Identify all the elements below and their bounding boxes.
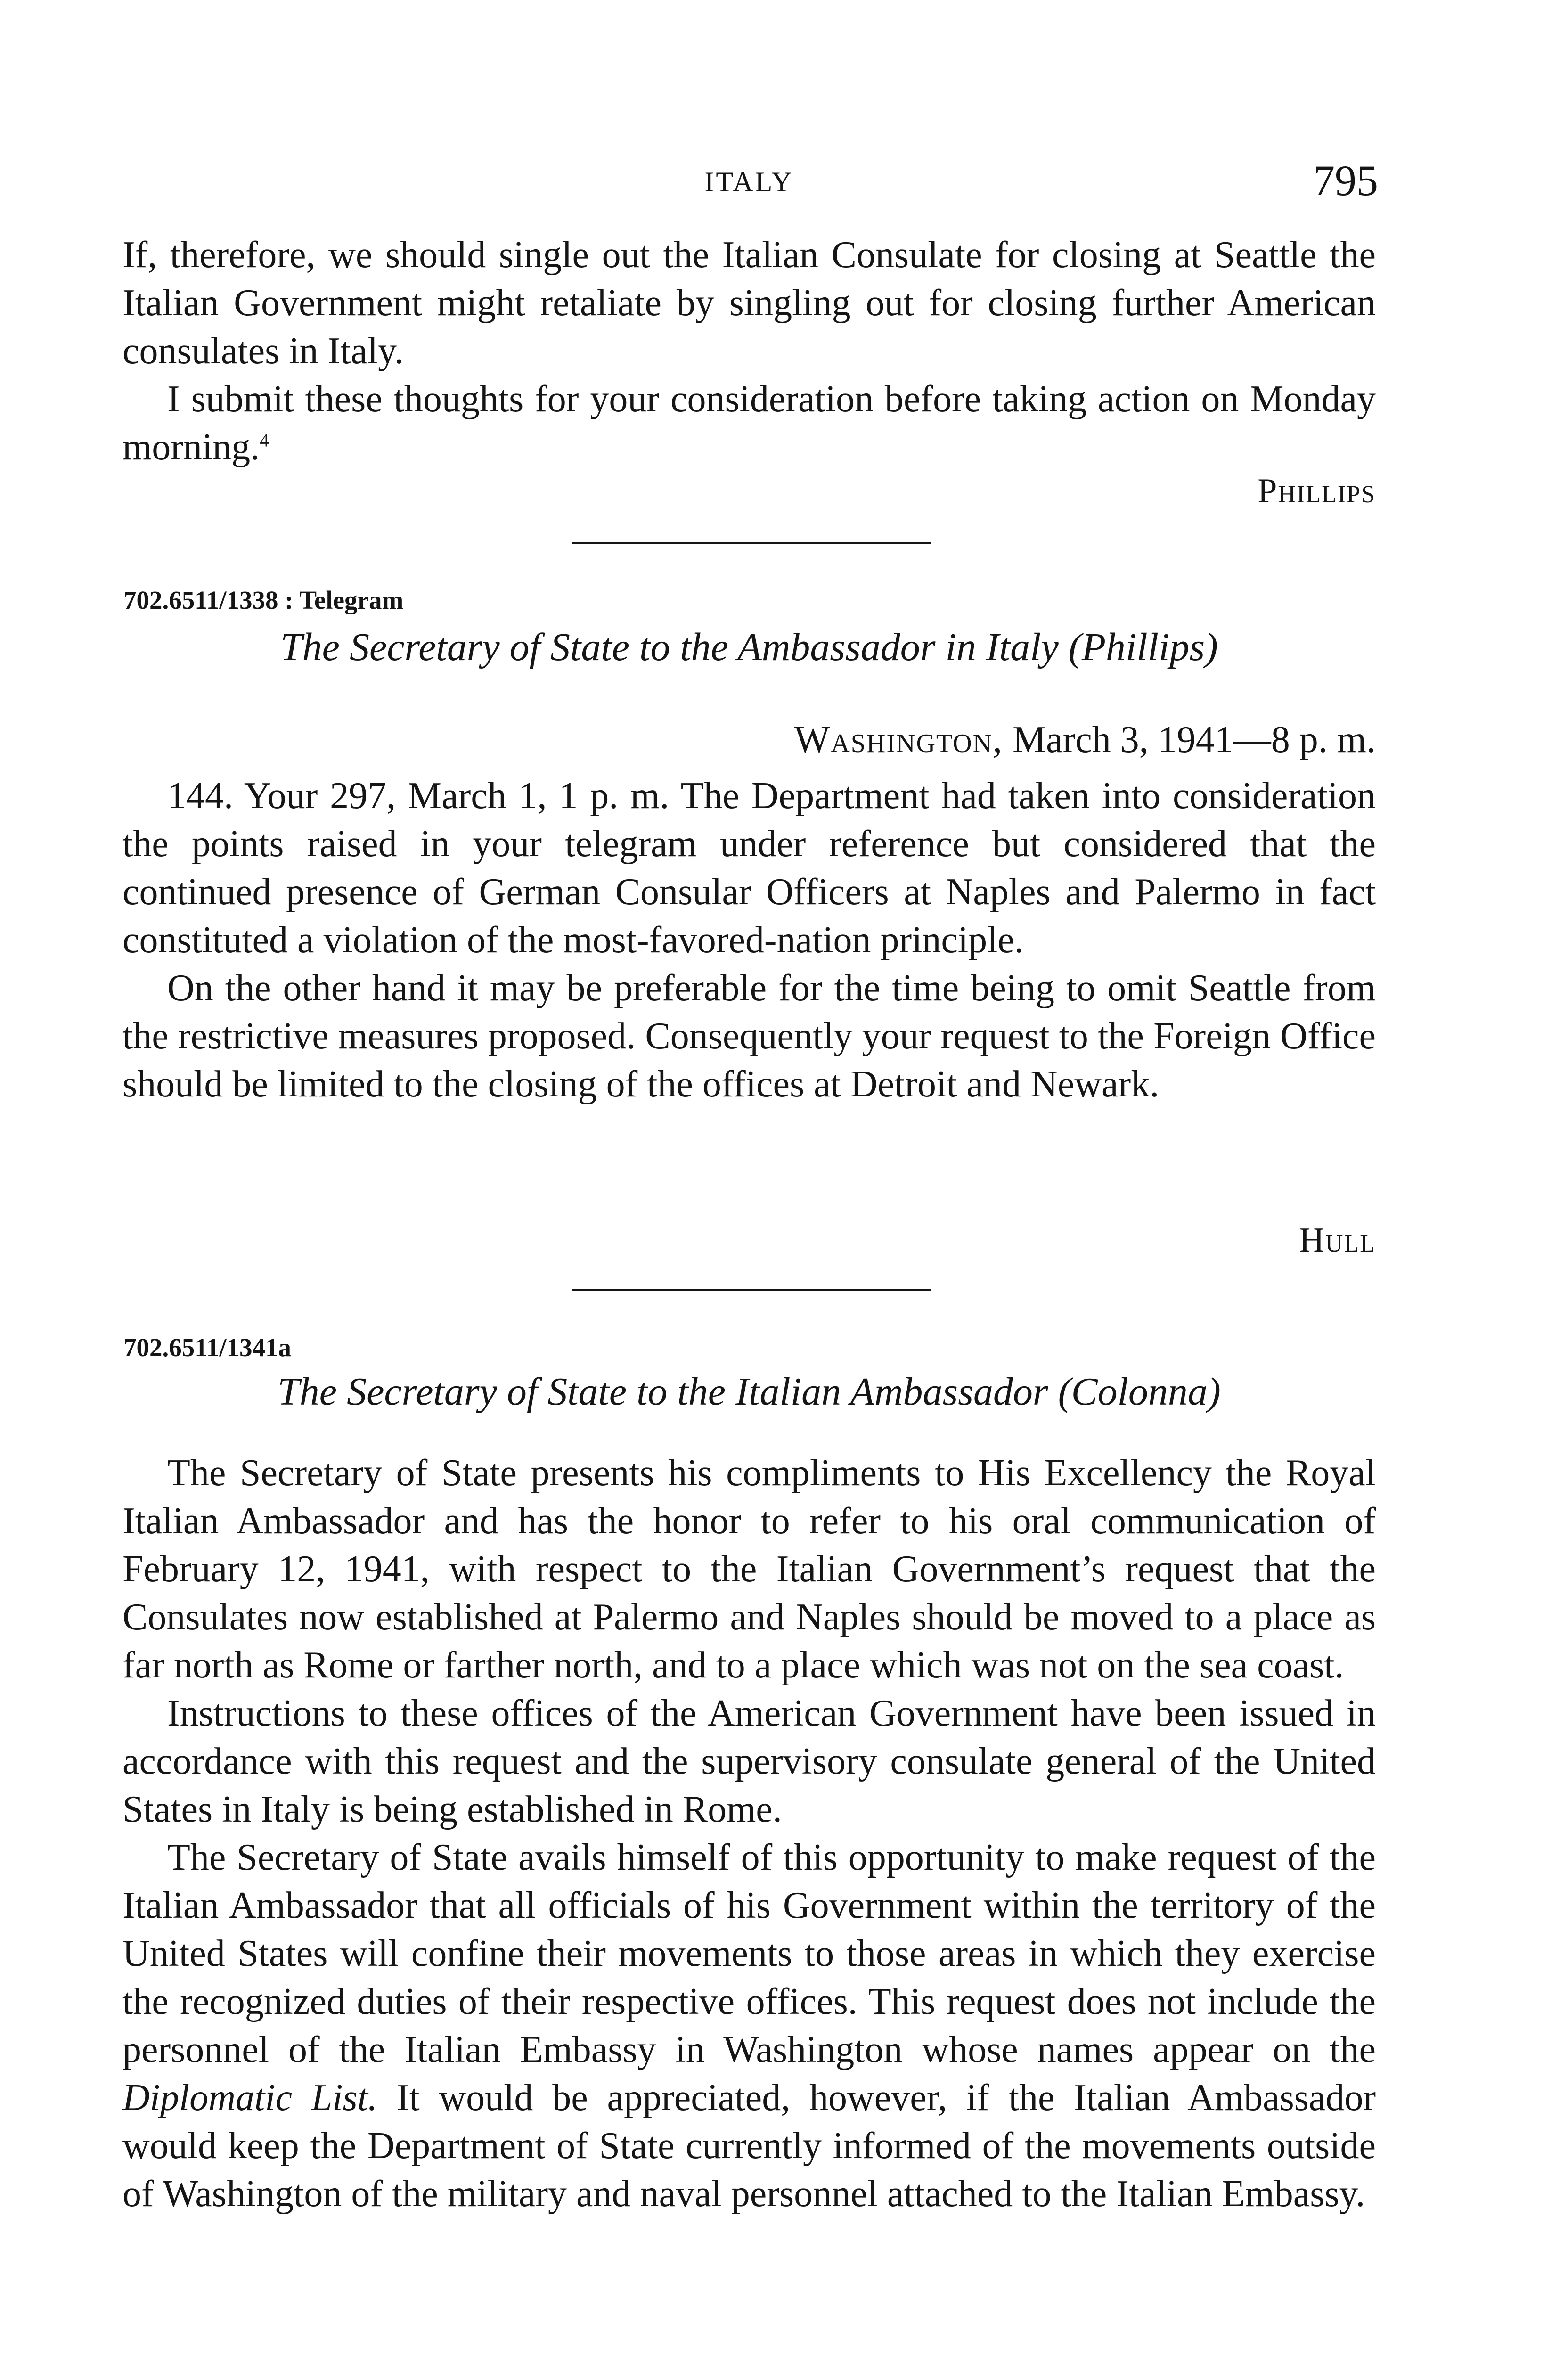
document-heading: The Secretary of State to the Ambassador in Italy (Phillips) [280,625,1218,669]
dateline-date: March 3, 1941—8 p. m. [1003,719,1376,761]
dateline-place: Washington, [794,719,1003,761]
section-divider [572,542,931,544]
signature-phillips: Phillips [1258,472,1376,510]
section-3-paragraph-1: The Secretary of State presents his compliments to His Excellency the Royal Italian Ambassador and has the honor to refer to his oral communication of February 12, 1941, with respect to the Italian Government’s request that the Consulates now established at Palermo and Naples should be moved to a place as far north as Rome or farther north, and to a place which was not on the sea coast. [122,1452,1376,1686]
document-heading: The Secretary of State to the Italian Ambassador (Colonna) [278,1370,1221,1414]
section-1-paragraph-2-text: I submit these thoughts for your consideration before taking action on Monday morning. [122,378,1376,468]
dateline [660,719,1376,761]
running-title: ITALY [704,166,794,197]
signature-hull: Hull [1299,1221,1376,1260]
section-3-body [122,1449,1376,2218]
section-divider [572,1289,931,1291]
page-number: 795 [1313,156,1378,205]
section-1-body [122,231,1376,471]
section-1-paragraph-2 [122,375,1376,471]
section-2-paragraph-1: 144. Your 297, March 1, 1 p. m. The Department had taken into consideration the points raised in your telegram under reference but considered that the continued presence of German Consular Officers at Naples and Palermo in fact constituted a violation of the most-favored-nation principle. [122,775,1376,961]
section-3-paragraph-3-text: The Secretary of State avails himself of this opportunity to make request of the Italian Ambassador that all officials of his Government within the territory of the United States will confine their movements to those areas in which they exercise the recognized duties of their respective offices. This request does not include the personnel of the Italian Embassy in Washington whose names appear on the [122,1837,1376,2070]
section-3-paragraph-2: Instructions to these offices of the American Government have been issued in accordance with this request and the supervisory consulate general of the United States in Italy is being established in Rome. [122,1693,1376,1830]
diplomatic-list-title: Diplomatic List. [122,2077,377,2119]
section-2-paragraph-2: On the other hand it may be preferable for the time being to omit Seattle from the restrictive measures proposed. Consequently your request to the Foreign Office should be limited to the closing of the offices at Detroit and Newark. [122,967,1376,1105]
footnote-reference: 4 [260,429,270,451]
file-number: 702.6511/1338 : Telegram [123,586,404,614]
section-3-paragraph-3-text-cont: It would be appreciated, however, if the Italian Ambassador would keep the Department of State currently informed of the movements outside of Washington of the military and naval personnel attached to the Italian Embassy. [122,2077,1376,2215]
file-number: 702.6511/1341a [123,1333,291,1362]
section-3-paragraph-3 [122,1833,1376,2218]
section-2-body [122,772,1376,1108]
section-1-paragraph-1: If, therefore, we should single out the Italian Consulate for closing at Seattle the Italian Government might retaliate by singling out for closing further American consulates in Italy. [122,234,1376,372]
